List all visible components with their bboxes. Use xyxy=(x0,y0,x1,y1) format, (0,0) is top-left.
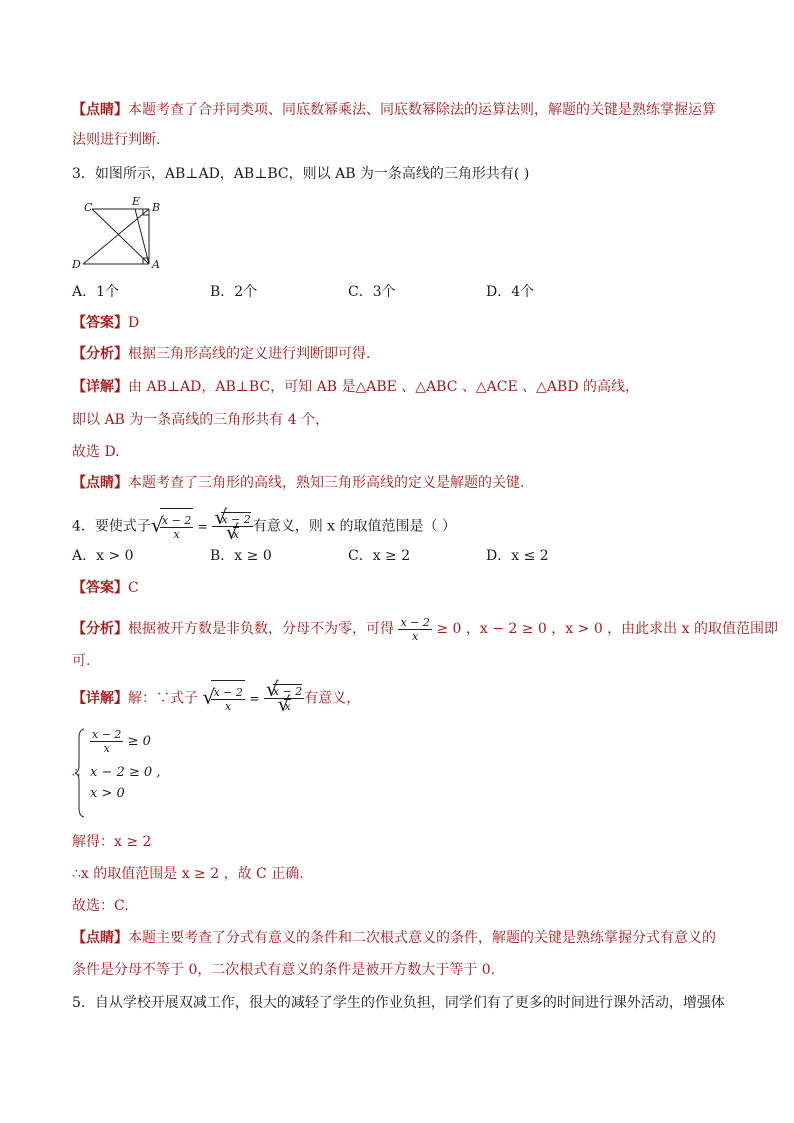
system-line3: x > 0 xyxy=(90,786,125,801)
analysis-fraction xyxy=(398,616,431,643)
comment-text: 本题主要考查了分式有意义的条件和二次根式意义的条件，解题的关键是熟练掌握分式有意义的 xyxy=(128,930,716,946)
answer-value: C xyxy=(128,580,139,596)
intro-comment-line2: 法则进行判断. xyxy=(72,132,161,148)
q5-stem: 5．自从学校开展双减工作，很大的减轻了学生的作业负担，同学们有了更多的时间进行课外活动，增强体 xyxy=(72,995,725,1011)
q3-detail-line2: 即以 AB 为一条高线的三角形共有 4 个， xyxy=(72,412,330,428)
system-brace xyxy=(74,728,86,818)
frac-numerator: √ x − 2 xyxy=(213,685,243,699)
q3-analysis xyxy=(72,344,370,364)
q4-range: ∴x 的取值范围是 x ≥ 2 ，故 C 正确. xyxy=(72,866,304,882)
detail-tag: 【详解】 xyxy=(72,379,128,395)
q4-option-d: D．x ≤ 2 xyxy=(486,548,549,564)
comment-text: 本题考查了合并同类项、同底数幂乘法、同底数幂除法的运算法则，解题的关键是熟练掌握运算 xyxy=(128,102,716,118)
q4-solve: 解得：x ≥ 2 xyxy=(72,834,152,850)
therefore-symbol: ∴ xyxy=(72,766,81,781)
q4-fraction-of-radicals xyxy=(212,512,252,541)
frac-denominator: x xyxy=(173,527,180,541)
label-c: C xyxy=(84,201,93,214)
equals-sign: = xyxy=(197,519,208,534)
frac-numerator: √ x − 2 xyxy=(161,513,192,527)
frac-denominator: x xyxy=(412,629,419,643)
answer-tag: 【答案】 xyxy=(72,580,128,596)
radicand-num: x − 2 xyxy=(272,685,303,698)
q4-detail-line1 xyxy=(72,680,360,716)
analysis-text-b: ≥ 0 ，x − 2 ≥ 0 ，x > 0 ，由此求出 x 的取值范围即 xyxy=(436,621,778,637)
label-b: B xyxy=(152,201,161,214)
q3-option-a: A．1个 xyxy=(72,284,120,300)
analysis-text: 根据三角形高线的定义进行判断即可得. xyxy=(128,346,371,362)
comment-tag: 【点睛】 xyxy=(72,930,128,946)
q3-stem: 3．如图所示，AB⊥AD，AB⊥BC，则以 AB 为一条高线的三角形共有( ) xyxy=(72,166,530,182)
frac-denominator: x xyxy=(103,742,110,755)
q3-option-d: D．4个 xyxy=(486,284,535,300)
system-line1 xyxy=(90,728,151,755)
comment-text: 本题考查了三角形的高线，熟知三角形高线的定义是解题的关键. xyxy=(128,475,525,491)
label-d: D xyxy=(72,258,81,271)
comment-tag: 【点睛】 xyxy=(72,102,128,118)
analysis-text-a: 根据被开方数是非负数，分母不为零，可得 xyxy=(128,621,394,637)
q4-stem-prefix: 4．要使式子 xyxy=(72,518,151,535)
radicand-den: x xyxy=(232,528,240,541)
q4-option-b: B．x ≥ 0 xyxy=(210,548,272,564)
label-a: A xyxy=(152,258,160,271)
q3-detail-line1 xyxy=(72,377,639,397)
answer-value: D xyxy=(128,315,140,331)
detail-suffix: 有意义， xyxy=(304,690,361,707)
detail-prefix: 解：∵式子 xyxy=(128,690,198,707)
q4-stem-suffix: 有意义，则 x 的取值范围是（ ） xyxy=(252,518,456,535)
q3-answer xyxy=(72,313,139,333)
q4-comment-line2: 条件是分母不等于 0，二次根式有意义的条件是被开方数大于等于 0. xyxy=(72,962,496,978)
system-line2: x − 2 ≥ 0 , xyxy=(90,765,161,780)
q4-choose: 故选：C. xyxy=(72,898,129,914)
frac-numerator: x − 2 xyxy=(92,728,122,741)
q4-option-c: C．x ≥ 2 xyxy=(348,548,411,564)
radicand-num: x − 2 xyxy=(221,513,251,526)
q3-comment xyxy=(72,473,524,493)
label-e: E xyxy=(132,196,141,208)
q4-comment-line1 xyxy=(72,928,716,948)
q4-analysis-line2: 可. xyxy=(72,653,91,669)
radicand-den: x xyxy=(284,700,291,713)
answer-tag: 【答案】 xyxy=(72,315,128,331)
detail-fraction-of-radicals xyxy=(264,684,304,713)
system-ineq1: ≥ 0 xyxy=(127,734,151,749)
system-fraction xyxy=(90,728,123,755)
q4-radical-fraction xyxy=(151,508,193,545)
q3-option-b: B．2个 xyxy=(210,284,258,300)
frac-denominator: x xyxy=(225,699,232,713)
detail-tag: 【详解】 xyxy=(72,690,128,707)
comment-tag: 【点睛】 xyxy=(72,475,128,491)
frac-numerator: x − 2 xyxy=(400,615,430,629)
q3-option-c: C．3个 xyxy=(348,284,396,300)
q3-figure xyxy=(70,196,170,274)
q4-analysis-line1 xyxy=(72,612,778,646)
q3-detail-line3: 故选 D. xyxy=(72,444,120,460)
q4-option-a: A．x > 0 xyxy=(72,548,134,564)
q4-answer xyxy=(72,578,139,598)
q4-stem xyxy=(72,508,456,544)
analysis-tag: 【分析】 xyxy=(72,346,128,362)
analysis-tag: 【分析】 xyxy=(72,621,128,637)
equals-sign: = xyxy=(249,691,260,706)
detail-text: 由 AB⊥AD，AB⊥BC，可知 AB 是△ABE 、△ABC 、△ACE 、△ABD 的高线， xyxy=(128,379,639,395)
intro-comment-line1 xyxy=(72,100,716,120)
detail-radical-fraction xyxy=(202,680,244,717)
